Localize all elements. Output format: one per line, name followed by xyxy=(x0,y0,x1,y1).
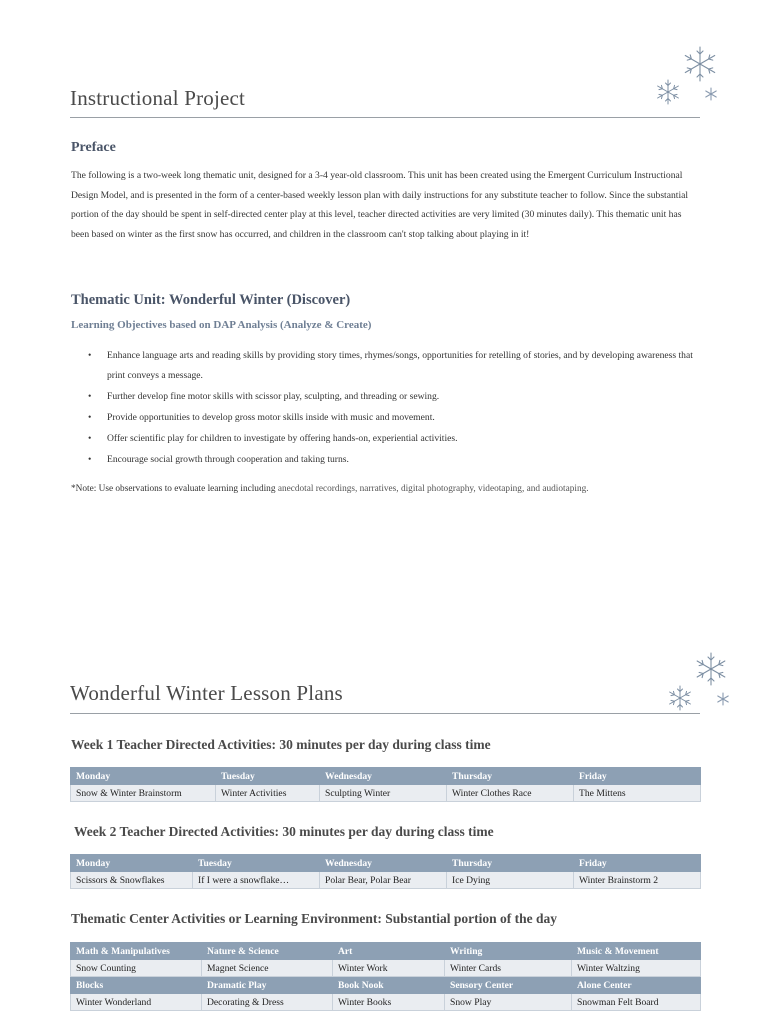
observation-note: *Note: Use observations to evaluate learning including anecdotal recordings, narratives, digital photography, videotaping, and audiotaping. xyxy=(71,484,589,494)
table-header-cell: Monday xyxy=(71,855,193,872)
snowflake-icon xyxy=(654,78,682,106)
table-header-cell: Thursday xyxy=(447,768,574,785)
objectives-heading: Learning Objectives based on DAP Analysis (Analyze & Create) xyxy=(71,319,372,331)
table-header-cell: Friday xyxy=(574,768,701,785)
preface-text: The following is a two-week long thematic unit, designed for a 3-4 year-old classroom. This unit has been created using the Emergent Curriculum Instructional Design Model, and is presented in the form of a center-based weekly lesson plan with daily instructions for any substitute teacher to follow. Since the substantial portion of the day should be spent in self-directed center play at this level, teacher directed activities are very limited (30 minutes daily). This thematic unit has been based on winter as the first snow has occurred, and children in the classroom can't stop talking about playing in it! xyxy=(71,170,689,240)
list-item: • Enhance language arts and reading skills by providing story times, rhymes/songs, opportunities for retelling of stories, and by developing awareness that print conveys a message. xyxy=(88,350,693,381)
table-cell: Snowman Felt Board xyxy=(572,994,701,1011)
list-item: • Encourage social growth through cooperation and taking turns. xyxy=(88,453,349,465)
table-row xyxy=(71,994,701,1011)
centers-heading: Thematic Center Activities or Learning Environment: Substantial portion of the day xyxy=(71,911,557,926)
table-header-row xyxy=(71,768,701,785)
snowflake-icon xyxy=(692,650,730,688)
table-header-cell: Writing xyxy=(445,943,572,960)
snowflake-icon xyxy=(666,684,694,712)
list-item: • Further develop fine motor skills with scissor play, sculpting, and threading or sewing. xyxy=(88,390,440,402)
table-header-cell: Math & Manipulatives xyxy=(71,943,202,960)
table-header-row xyxy=(71,943,701,960)
table-row xyxy=(71,785,701,802)
table-cell: Winter Clothes Race xyxy=(447,785,574,802)
snowflake-icon xyxy=(716,692,730,706)
table-header-cell: Wednesday xyxy=(320,855,447,872)
table-cell: Magnet Science xyxy=(202,960,333,977)
table-cell: Sculpting Winter xyxy=(320,785,447,802)
table-header-cell: Wednesday xyxy=(320,768,447,785)
table-header-cell: Tuesday xyxy=(216,768,320,785)
objectives-list xyxy=(88,346,698,471)
preface-heading: Preface xyxy=(71,140,116,155)
table-header-cell: Friday xyxy=(574,855,701,872)
table-header-row xyxy=(71,977,701,994)
table-cell: Scissors & Snowflakes xyxy=(71,872,193,889)
table-cell: Winter Brainstorm 2 xyxy=(574,872,701,889)
week1-heading: Week 1 Teacher Directed Activities: 30 minutes per day during class time xyxy=(71,737,491,752)
page-title: Instructional Project xyxy=(70,86,246,110)
week1-table xyxy=(70,767,701,802)
table-cell: Winter Books xyxy=(333,994,445,1011)
table-header-cell: Music & Movement xyxy=(572,943,701,960)
table-header-cell: Alone Center xyxy=(572,977,701,994)
table-cell: Decorating & Dress xyxy=(202,994,333,1011)
table-cell: Snow Counting xyxy=(71,960,202,977)
table-cell: Snow Play xyxy=(445,994,572,1011)
table-cell: Polar Bear, Polar Bear xyxy=(320,872,447,889)
table-header-cell: Art xyxy=(333,943,445,960)
table-header-cell: Blocks xyxy=(71,977,202,994)
table-cell: If I were a snowflake… xyxy=(193,872,320,889)
table-header-cell: Tuesday xyxy=(193,855,320,872)
table-cell: Winter Wonderland xyxy=(71,994,202,1011)
title-rule xyxy=(70,713,700,714)
table-header-cell: Dramatic Play xyxy=(202,977,333,994)
thematic-unit-heading: Thematic Unit: Wonderful Winter (Discover) xyxy=(71,292,351,308)
table-row xyxy=(71,872,701,889)
table-cell: Winter Waltzing xyxy=(572,960,701,977)
table-header-row xyxy=(71,855,701,872)
table-cell: The Mittens xyxy=(574,785,701,802)
table-header-cell: Book Nook xyxy=(333,977,445,994)
table-cell: Winter Activities xyxy=(216,785,320,802)
snowflake-icon xyxy=(704,87,718,101)
title-rule xyxy=(70,117,700,118)
week2-heading: Week 2 Teacher Directed Activities: 30 minutes per day during class time xyxy=(74,824,494,839)
table-header-cell: Nature & Science xyxy=(202,943,333,960)
table-header-cell: Sensory Center xyxy=(445,977,572,994)
table-cell: Winter Work xyxy=(333,960,445,977)
list-item: • Offer scientific play for children to investigate by offering hands-on, experiential activities. xyxy=(88,432,458,444)
table-cell: Winter Cards xyxy=(445,960,572,977)
list-item: • Provide opportunities to develop gross motor skills inside with music and movement. xyxy=(88,411,435,423)
lesson-plans-title: Wonderful Winter Lesson Plans xyxy=(70,681,343,705)
snowflake-icon xyxy=(680,44,720,84)
table-row xyxy=(71,960,701,977)
table-header-cell: Monday xyxy=(71,768,216,785)
table-header-cell: Thursday xyxy=(447,855,574,872)
table-cell: Snow & Winter Brainstorm xyxy=(71,785,216,802)
centers-table xyxy=(70,942,701,1011)
week2-table xyxy=(70,854,701,889)
table-cell: Ice Dying xyxy=(447,872,574,889)
